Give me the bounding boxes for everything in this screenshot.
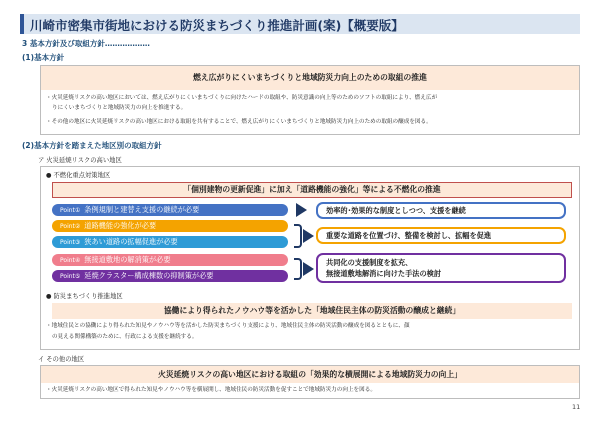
- sub-a-heading: ア 火災延焼リスクの高い地区: [38, 157, 122, 164]
- section-heading: [22, 38, 150, 49]
- point-4-tag: Point④: [60, 256, 81, 264]
- result-1: 効率的･効果的な制度としつつ、支援を継続: [316, 202, 566, 219]
- page-number: 11: [572, 403, 581, 411]
- promo-line2: の見える関係構築のために、行政による支援を継続する。: [52, 334, 198, 340]
- point-4: [52, 254, 288, 266]
- point-2: [52, 220, 288, 232]
- title-accent: [20, 14, 24, 34]
- point-5-text: 延焼クラスター構成棟数の抑制策が必要: [84, 271, 214, 280]
- basic-policy-bullet2: ・その他の地区に火災延焼リスクの高い地区における取組を共有することで、燃え広がりにくいまちづくりと地域防災力向上のための取組の醸成を図る。: [46, 119, 432, 125]
- district-policy-heading: (2)基本方針を踏まえた地区別の取組方針: [22, 141, 162, 150]
- point-3: [52, 236, 288, 248]
- result-3-line1: 共同化の支援制度を拡充、: [326, 258, 413, 267]
- basic-policy-bullet1-line2: りにくいまちづくりと地域防災力の向上を推進する。: [52, 105, 187, 111]
- point-3-tag: Point③: [60, 238, 81, 246]
- point-5-tag: Point⑤: [60, 272, 81, 280]
- result-3: [316, 253, 566, 283]
- result-2: 重要な道路を位置づけ、整備を検討し、拡幅を促進: [316, 227, 566, 244]
- promo-district-label: ● 防災まちづくり推進地区: [46, 293, 123, 300]
- promo-district-banner: 協働により得られたノウハウ等を活かした「地域住民主体の防災活動の醸成と継続」: [52, 303, 572, 319]
- point-1-text: 条例規制と建替え支援の継続が必要: [84, 205, 200, 214]
- point-2-text: 道路機能の強化が必要: [84, 221, 157, 230]
- point-4-text: 無接道敷地の解消策が必要: [84, 255, 171, 264]
- arrow-right-icon: [296, 203, 307, 217]
- bracket-icon: [294, 258, 302, 280]
- section-label: 3 基本方針及び取組方針: [22, 39, 105, 48]
- point-5: [52, 270, 288, 282]
- other-district-banner: 火災延焼リスクの高い地区における取組の「効果的な横展開による地域防災力の向上」: [41, 366, 579, 383]
- arrow-right-icon: [303, 262, 314, 276]
- page-title: 川崎市密集市街地における防災まちづくり推進計画(案)【概要版】: [30, 18, 404, 33]
- point-3-text: 狭あい道路の拡幅促進が必要: [84, 237, 178, 246]
- arrow-right-icon: [303, 229, 314, 243]
- point-1: [52, 204, 288, 216]
- promo-line1: ・地域住民との協働により得られた知見やノウハウ等を活かした防災まちづくり支援により、地域住民主体の防災活動の醸成を図るとともに、顔: [46, 323, 410, 329]
- section-dots: ………………: [104, 39, 150, 48]
- basic-policy-banner: 燃え広がりにくいまちづくりと地域防災力向上のための取組の推進: [41, 66, 579, 90]
- point-2-tag: Point②: [60, 222, 81, 230]
- target-district-banner: 「個別建物の更新促進」に加え「道路機能の強化」等による不燃化の推進: [52, 182, 572, 198]
- target-district-label: ● 不燃化重点対策地区: [46, 172, 111, 179]
- bracket-icon: [294, 224, 302, 248]
- sub-i-heading: イ その他の地区: [38, 356, 85, 363]
- point-1-tag: Point①: [60, 206, 81, 214]
- basic-policy-heading: (1)基本方針: [22, 53, 65, 62]
- result-3-line2: 無接道敷地解消に向けた手法の検討: [326, 269, 442, 278]
- other-line: ・火災延焼リスクの高い地区で得られた知見やノウハウ等を横展開し、地域住民の防災活動を促すことで地域防災力の向上を図る。: [46, 387, 376, 393]
- basic-policy-bullet1-line1: ・火災延焼リスクの高い地区においては、燃え広がりにくいまちづくりに向けたハードの取組や、防災意識の向上等のためのソフトの取組により、燃え広が: [46, 95, 438, 101]
